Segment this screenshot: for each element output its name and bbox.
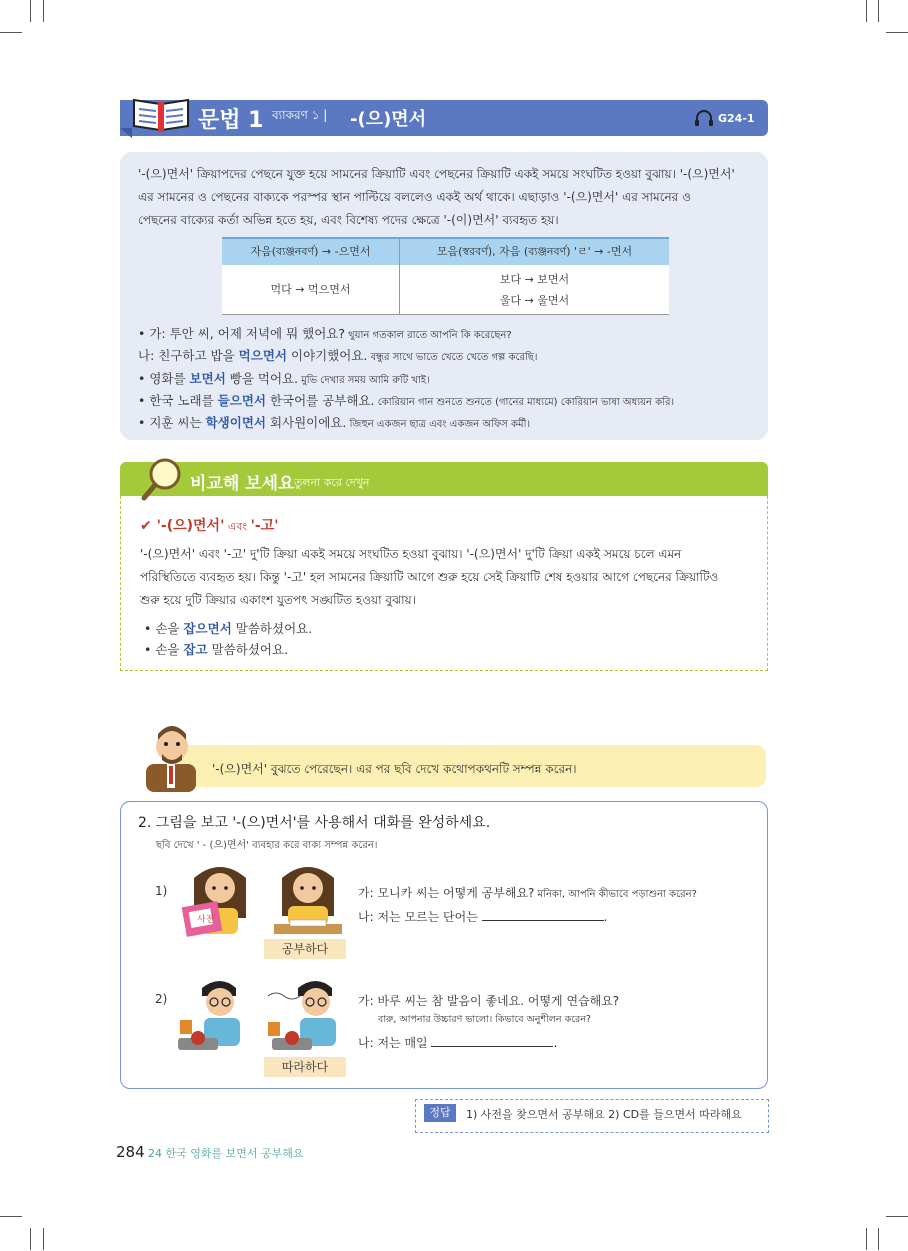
crop-mark — [878, 1228, 879, 1250]
example-sentence: • 지훈 씨는 학생이면서 회사원이에요. জিহুন একজন ছাত্র এবং একজন অফিস কর্মী। — [138, 415, 531, 430]
magnifier-icon — [140, 456, 184, 502]
crop-mark — [878, 0, 879, 22]
crop-mark — [43, 1228, 44, 1250]
tip-text: '-(으)면서' বুঝতে পেরেছেন। এর পর ছবি দেখে কথোপকথনটি সম্পন্ন করেন। — [212, 762, 577, 776]
student-reading-illustration — [180, 858, 260, 938]
answer-blank[interactable] — [482, 908, 604, 921]
text-line: এর সামনের ও পেছনের বাক্যকে পরস্পর স্থান পাল্টিয়ে বললেও একই অর্থ থাকে। এছাড়াও '-(으)면서' এর সামনের ও — [138, 190, 691, 204]
grammar-topic: -(으)면서 — [350, 109, 427, 130]
item-number: 2) — [155, 992, 168, 1006]
answer-line[interactable]: 나: 저는 매일 . — [358, 1036, 558, 1050]
example-sentence: • 가: 투안 씨, 어제 저녁에 뭐 했어요? থুয়ান গতকাল রাতে আপনি কি করেছেন? — [138, 326, 512, 341]
text-line: '-(으)면서' এবং '-고' দু'টি ক্রিয়া একই সময়ে সংঘটিত হওয়া বুঝায়। '-(으)면서' দু'টি ক্রিয়া একই সময়ে চলে এমন — [140, 547, 682, 561]
header-subtitle: ব্যাকরণ ১ | — [272, 108, 328, 122]
crop-mark — [30, 0, 31, 22]
book-label: 사전 — [197, 915, 215, 925]
answer-label: 정답 — [424, 1104, 456, 1122]
item-number: 1) — [155, 884, 168, 898]
student-listening-illustration — [176, 972, 256, 1054]
answer-blank[interactable] — [431, 1034, 553, 1047]
answer-line[interactable]: 나: 저는 모르는 단어는 . — [358, 910, 608, 924]
example-sentence: • 한국 노래를 들으면서 한국어를 공부해요. কোরিয়ান গান শুনতে শুনতে (গানের মাধ্যমে) কোরিয়ান ভাষা অধ্যয়ন করি। — [138, 393, 675, 408]
crop-mark — [30, 1228, 31, 1250]
table-cell — [400, 265, 670, 315]
page-title: 문법 1 — [198, 108, 264, 133]
table-cell — [222, 265, 400, 315]
crop-mark — [0, 32, 22, 33]
crop-mark — [0, 1216, 22, 1217]
dialogue-translation: বারু, আপনার উচ্চারণ ভালো। কিভাবে অনুশীলন করেন? — [378, 1014, 591, 1025]
cell-text: 울다 → 울면서 — [499, 293, 570, 307]
crop-mark — [43, 0, 44, 22]
text-line: '-(으)면서' ক্রিয়াপদের পেছনে যুক্ত হয়ে সামনের ক্রিয়াটি এবং পেছনের ক্রিয়াটি একই সময়ে সংঘটিত হওয়া বুঝায়। '-(으)면서' — [138, 167, 735, 181]
compare-example: • 손을 잡고 말씀하셨어요. — [144, 642, 289, 657]
exercise-instruction: ছবি দেখে ' - (으)면서' ব্যবহার করে বাক্য সম্পন্ন করেন। — [156, 840, 378, 851]
dialogue-question: 가: 바루 씨는 참 발음이 좋네요. 어떻게 연습해요? — [358, 994, 620, 1008]
text-line: পেছনের বাক্যের কর্তা অভিন্ন হতে হয়, এবং বিশেষ্য পদের ক্ষেত্রে '-(이)면서' ব্যবহৃত হয়। — [138, 213, 559, 227]
grammar-explanation — [138, 163, 758, 232]
cell-text: 먹다 → 먹으면서 — [270, 283, 351, 296]
exercise-title: 2. 그림을 보고 '-(으)면서'를 사용해서 대화를 완성하세요. — [138, 815, 491, 831]
crop-mark — [866, 1228, 867, 1250]
crop-mark — [866, 0, 867, 22]
compare-heading: ✔ '-(으)면서' এবং '-고' — [140, 518, 279, 534]
compare-example: • 손을 잡으면서 말씀하셨어요. — [144, 621, 313, 636]
text-line: পরিস্থিতিতে ব্যবহৃত হয়। কিন্তু '-고' হল সামনের ক্রিয়াটি আগে শুরু হয়ে সেই ক্রিয়াটি শেষ হওয়ার আগে পেছনের ক্রিয়াটিও — [140, 570, 719, 584]
answer-text: 1) 사전을 찾으면서 공부해요 2) CD를 들으면서 따라해요 — [466, 1108, 742, 1121]
table-header: 모음(স্বরবর্ণ), 자음 (ব্যঞ্জনবর্ণ) 'ㄹ' → -면서 — [400, 238, 670, 265]
example-sentence: • 영화를 보면서 빵을 먹어요. মুভি দেখার সময় আমি রুটি খাই। — [138, 371, 430, 386]
cell-text: 보다 → 보면서 — [499, 272, 570, 286]
crop-mark — [886, 1216, 908, 1217]
compare-subtitle: তুলনা করে দেখুন — [294, 476, 370, 489]
conjugation-table — [222, 237, 669, 315]
table-header: 자음(ব্যঞ্জনবর্ণ) → -으면서 — [222, 238, 400, 265]
teacher-illustration — [140, 716, 204, 792]
verb-tag: 따라하다 — [264, 1057, 346, 1077]
headphones-icon[interactable] — [694, 110, 714, 126]
dialogue-question: 가: 모니카 씨는 어떻게 공부해요? মনিকা, আপনি কীভাবে পড়াশুনা করেন? — [358, 886, 697, 900]
audio-track-label: G24-1 — [718, 112, 755, 125]
compare-explanation — [140, 543, 760, 612]
compare-title: 비교해 보세요 — [190, 474, 295, 494]
book-icon — [130, 94, 192, 134]
example-sentence: 나: 친구하고 밥을 먹으면서 이야기했어요. বন্ধুর সাথে ভাতে খেতে খেতে গল্প করেছি। — [138, 348, 538, 363]
page-number: 284 — [116, 1143, 145, 1161]
crop-mark — [886, 32, 908, 33]
text-line: শুরু হয়ে দুটি ক্রিয়ার একাংশ যুতপৎ সঙ্ঘটিত হওয়া বুঝায়। — [140, 593, 416, 607]
student-writing-illustration — [268, 858, 348, 938]
check-icon: ✔ — [140, 518, 157, 534]
verb-tag: 공부하다 — [264, 939, 346, 959]
chapter-title: 24 한국 영화를 보면서 공부해요 — [148, 1147, 304, 1160]
student-repeating-illustration — [264, 972, 344, 1054]
